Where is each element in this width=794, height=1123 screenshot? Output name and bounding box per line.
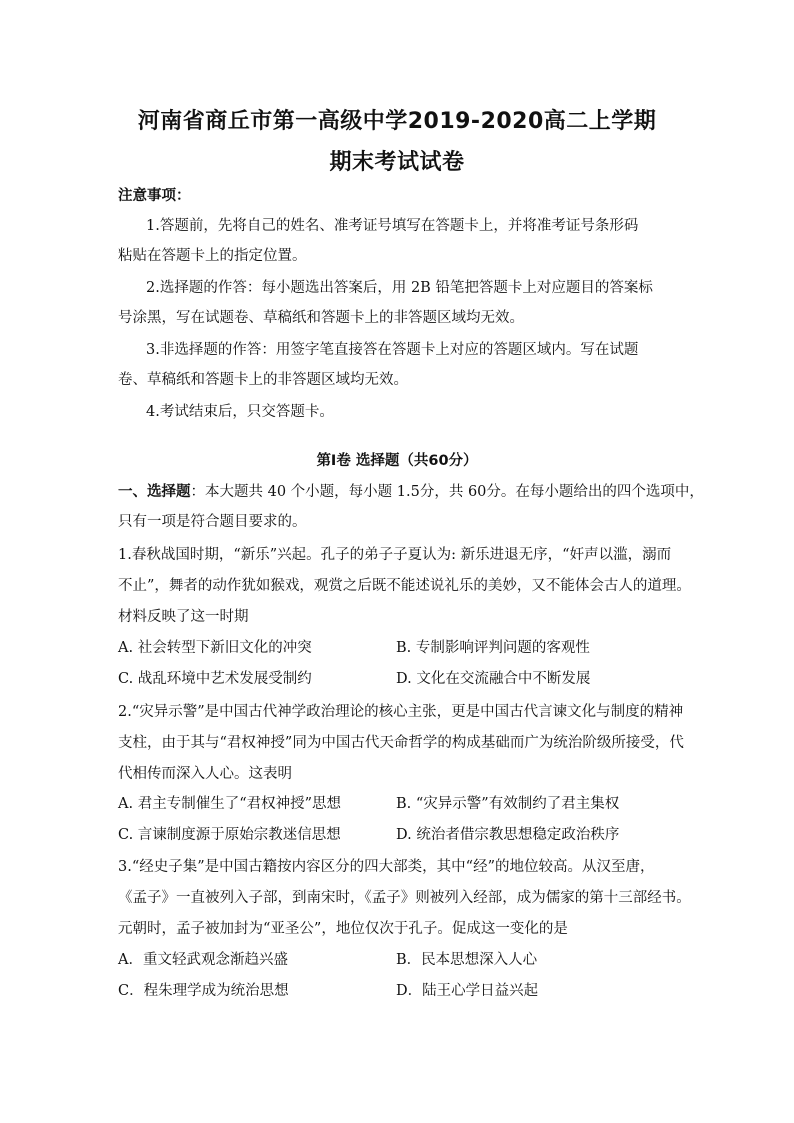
note-1-line-2: 粘贴在答题卡上的指定位置。 [118,248,307,264]
question-3-line-1: 3.“经史子集”是中国古籍按内容区分的四大部类，其中“经”的地位较高。从汉至唐， [118,859,655,875]
question-2-line-1: 2.“灾异示警”是中国古代神学政治理论的核心主张，更是中国古代言谏文化与制度的精神 [118,704,684,720]
question-2-line-3: 代相传而深入人心。这表明 [118,766,292,782]
question-3-option-c: C．程朱理学成为统治思想 [118,983,289,999]
note-3-line-1: 3.非选择题的作答：用签字笔直接答在答题卡上对应的答题区域内。写在试题 [146,342,639,358]
question-1-line-1: 1.春秋战国时期，“新乐”兴起。孔子的弟子子夏认为: 新乐进退无序，“奸声以滥，溺而 [118,547,672,563]
notes-heading: 注意事项： [118,188,191,204]
note-3-line-2: 卷、草稿纸和答题卡上的非答题区域均无效。 [118,372,408,388]
question-1-line-3: 材料反映了这一时期 [118,609,249,625]
question-2-line-2: 支柱，由于其与“君权神授”同为中国古代天命哲学的构成基础而广为统治阶级所接受，代 [118,735,684,751]
note-1-line-1: 1.答题前，先将自己的姓名、准考证号填写在答题卡上，并将准考证号条形码 [146,218,639,234]
question-3-option-d: D．陆王心学日益兴起 [396,983,539,999]
exam-title-line2: 期末考试试卷 [329,150,465,175]
question-2-option-d: D. 统治者借宗教思想稳定政治秩序 [396,827,620,843]
question-1-option-a: A. 社会转型下新旧文化的冲突 [118,640,312,656]
question-1-option-d: D. 文化在交流融合中不断发展 [396,671,591,687]
note-2-line-2: 号涂黑，写在试题卷、草稿纸和答题卡上的非答题区域均无效。 [118,310,524,326]
section-heading: 第Ⅰ卷 选择题（共60分） [316,453,478,469]
question-2-option-b: B. “灾异示警”有效制约了君主集权 [396,796,620,812]
question-3-option-b: B．民本思想深入人心 [396,952,538,968]
part-intro-text: ：本大题共 40 个小题，每小题 1.5分，共 60分。在每小题给出的四个选项中， [190,484,704,500]
exam-title-line1: 河南省商丘市第一高级中学2019-2020高二上学期 [137,109,657,134]
note-4: 4.考试结束后，只交答题卡。 [146,404,334,420]
question-3-line-2: 《孟子》一直被列入子部，到南宋时，《孟子》则被列入经部，成为儒家的第十三部经书。 [118,890,691,906]
question-3-option-a: A．重文轻武观念渐趋兴盛 [118,952,288,968]
question-2-option-c: C. 言谏制度源于原始宗教迷信思想 [118,827,341,843]
question-2-option-a: A. 君主专制催生了“君权神授”思想 [118,796,342,812]
question-3-line-3: 元朝时，孟子被加封为“亚圣公”，地位仅次于孔子。促成这一变化的是 [118,921,568,937]
part-label: 一、选择题 [118,484,191,500]
question-1-line-2: 不止”，舞者的动作犹如猴戏，观赏之后既不能述说礼乐的美妙，又不能体会古人的道理。 [118,578,691,594]
question-1-option-b: B. 专制影响评判问题的客观性 [396,640,590,656]
note-2-line-1: 2.选择题的作答：每小题选出答案后，用 2B 铅笔把答题卡上对应题目的答案标 [146,280,653,296]
question-1-option-c: C. 战乱环境中艺术发展受制约 [118,671,312,687]
part-intro-line-1 [118,482,704,502]
part-intro-line-2: 只有一项是符合题目要求的。 [118,514,307,530]
